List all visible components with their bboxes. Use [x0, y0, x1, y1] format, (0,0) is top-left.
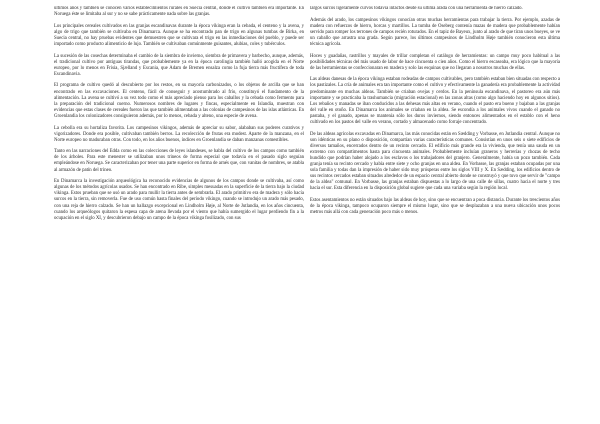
paragraph: De las aldeas agrícolas excavadas en Dinamarca, las más conocidas están en Sædding y Vorbasse, en Jutlandia central. Aunque no son idénticas en su plano o disposición, compartían varias características comunes. Consistían en unos seis o siete edificios de diversos tamaños, encerrados dentro de un recinto cercado. El edificio más grande era la vivienda, que tenía una sauda en un extremo con compartimentos hasta para cincuenta animales. Probablemente incluían graneros y herrerías y chozas de techo hundido que podrían haber alojado a los esclavos o los trabajadores del granjero. Generalmente, había un pozo también. Cada granja tenía su recinto cercado y había entre siete y ocho granjas en una aldea. En Vorbasse, las granjas estaban ocupadas por una sola familia y todas dan la impresión de haber sido muy prósperas entre los siglos VIII y X. En Sædding, los edificios dentro de sus recintos cercados estaban situados alrededor de un espacio central abierto donde se construyó y que tuvo que servir de "campo de la aldea" comunal. En Vorbasse, las granjas estaban dispuestas a lo largo de una calle de sillas, cuatro hacia el norte y tres hacia el sur. Esta diferencia en la disposición global sugiere que cada una variaba según la región local.	[310, 131, 560, 192]
right-column	[310, 6, 560, 420]
paragraph: La sucesión de las cosechas determinaba el cambio de la siembra de invierno, siembra de primavera y barbecho, aunque, además, el tradicional cultivo por antiguas tirandas, que probablemente ya en la época carolingia también halló acogida en el Norte europeo, por lo menos en Frisia, Sjælland y Escania, que Adam de Bremen ensalza como la fuja tierra más fructífera de toda Escandinavia.	[54, 53, 304, 77]
paragraph: El programa de cultivo quedó al descubierto por los restos, en su mayoría carbonizados, o los objetos de arcilla que se han encontrado en las excavaciones. El centeno, fácil de conseguir y acostumbrado al frío, constituyó el fundamento de la alimentación. La avena se cultivó a su vez todo como el más apreciado pienso para los caballos y la cebada como fermento para la preparación del tradicional cuerno. Numerosos nombres de lugares y fincas, especialmente en Islandia, muestran con evidencias que estas clases de cereales fueron las que también alimentaban a las colonias de campesinos de las islas atlánticas. En Groenlandia los colonizadores consiguieron además, por lo menos, cebada y alteno, una especie de avena.	[54, 83, 304, 119]
left-column	[54, 6, 304, 420]
paragraph: últimos años y también se conocen varios establecimientos rurales en Suecia central, donde el cultivo también era importante. En Noruega éste se limitaba al sur y no se sabe prácticamente nada sobre las granjas.	[54, 6, 304, 18]
paragraph: Los principales cereales cultivados en las granjas escandinavas durante la época vikinga eran la cebada, el centeno y la avena, y algo de trigo que también se cultivaba en Dinamarca. Aunque se ha encontrado pan de trigo en algunas tumbas de Birka, en Suecia central, no hay pruebas evidentes que demuestren que se cultivara el trigo en las inmediaciones del pueblo, y puede ser importado como producto alimenticio de lujo. También se cultivaban comúnmente guisantes, alubias, coles y tubérculos.	[54, 23, 304, 47]
paragraph: Hoces y guadañas, rastrillos y mayales de trillar completan el catálogo de herramientas: un campo muy poco habitual a las posibilidades técnicas del más usado de labor de hace cincuenta o cien años. Como el hierro escaseaba, era lógico que la mayoría de las herramientas se confeccionaran en madera y solo las esquinas que no llegaran a nosotros muchas de ellas.	[310, 53, 560, 71]
paragraph: Tanto en las narraciones del Edda como en las colecciones de leyes islandeses, se habla del cultivo de los campos como también de los árboles. Para este menester se utilizaban unos trineos de forma especial que todavía en el pasado siglo seguían empleándose en Noruega. Se caracterizaban por tener una parte superior en forma de arnés que, con vanitas de nombres, se atabla al armazón de patín del trineo.	[54, 149, 304, 173]
paragraph: Además del arado, los campesinos vikingos conocían otras muchas herramientas para trabajar la tierra. Por ejemplo, azadas de madera con refuerzos de hierro, horcas y martillos. La tumba de Oseberg contenía mazas de madera que probablemente habían servido para romper los terrones de campos recién roturados. En el tapiz de Bayeux, junto al arado de que tiran unos bueyes, se ve un caballo que arrastra una grada. Según parece, los últimos campesinos de Lindholm Høje también conocieron esta última técnica agrícola.	[310, 17, 560, 47]
paragraph: largos surcos ligeramente curvos todavía intactos desde su última arada con una herramienta de hierro calzado.	[310, 6, 523, 11]
paragraph: La cebolla era su hortaliza favorita. Los campesinos vikingos, además de apreciar su sabor, alababan sus poderes curativos y vigorizadores. Donde era posible, cultivaban también berros. La recolección de frutas era modest. Aparte de la manzana, en el Norte europeo no maduraban otras. Con todo, en los años buenos, índices en Groenlandia se daban manzanas comestibles.	[54, 125, 304, 143]
paragraph: Estos asentamientos no están situados bajo las aldeas de hoy, sino que se encuentran a poca distancia. Durante los trescientos años de la época vikinga, tampoco ocuparon siempre el mismo lugar, sino que se desplazaban a una nueva ubicación unos pocos metros más allá con cada generación poco más o menos.	[310, 198, 560, 216]
paragraph: Las aldeas danesas de la época vikinga estaban rodeadas de campos cultivables, pero también estaban bien situadas con respecto a los pastizales. La cría de animales era tan importante como el cultivo y efectivamente la ganadería era probablemente la actividad predominante en muchas aldeas. También se criaban ovejas y cerdos. En la península escandinava, el pastoreo era aún más importante y se practicaba la trashumancia (migración estacional) en las zonas altas (como algo haciendo hoy en algunos sitios). Los rebaños y manadas se iban conducidos a las dehesas más altas en verano, cuando el pasto era bueno y bajaban a las granjas del valle en otoño. En Dinamarca los animales se criaban en la aldea. Se escondía a los animales vivos cuando el ganado no pastaba, y el ganado, apenas se mantenía sólo los duros inviernos, siendo entonces alimentados en el establo con el heno cultivado en los pastos del valle en verano, cortado y almacenado como forraje concentrado.	[310, 77, 560, 125]
paragraph: En Dinamarca la investigación arqueológica ha reconocido evidencias de algunos de los campos donde se cultivaba, así como algunas de los métodos agrícolas usados. Se han encontrado en Ribe, simples mesuadas en la superficie de la tierra bajo la ciudad vikinga. Estos prueban que se usó un arado para mullir la tierra antes de sembrarla. El arado primitivo era de madera y sólo hacía surcos en la tierra, sin removerla. Fue de uso común hasta finales del período vikingo, cuando se introdujo un arado más pesado, con una reja de hierro calzado. Se han un hallazgo excepcional en Lindholm Høje, al Norte de Jutlandia, en los años cincuenta, cuando los arqueólogos quitaron la espesa capa de arena llevada por el viento que había sumergido el lugar perdiendo fin a la ocupación en el siglo XI, y descubrieron debajo un campo de la época vikinga fosilizado, con sus	[54, 179, 304, 221]
